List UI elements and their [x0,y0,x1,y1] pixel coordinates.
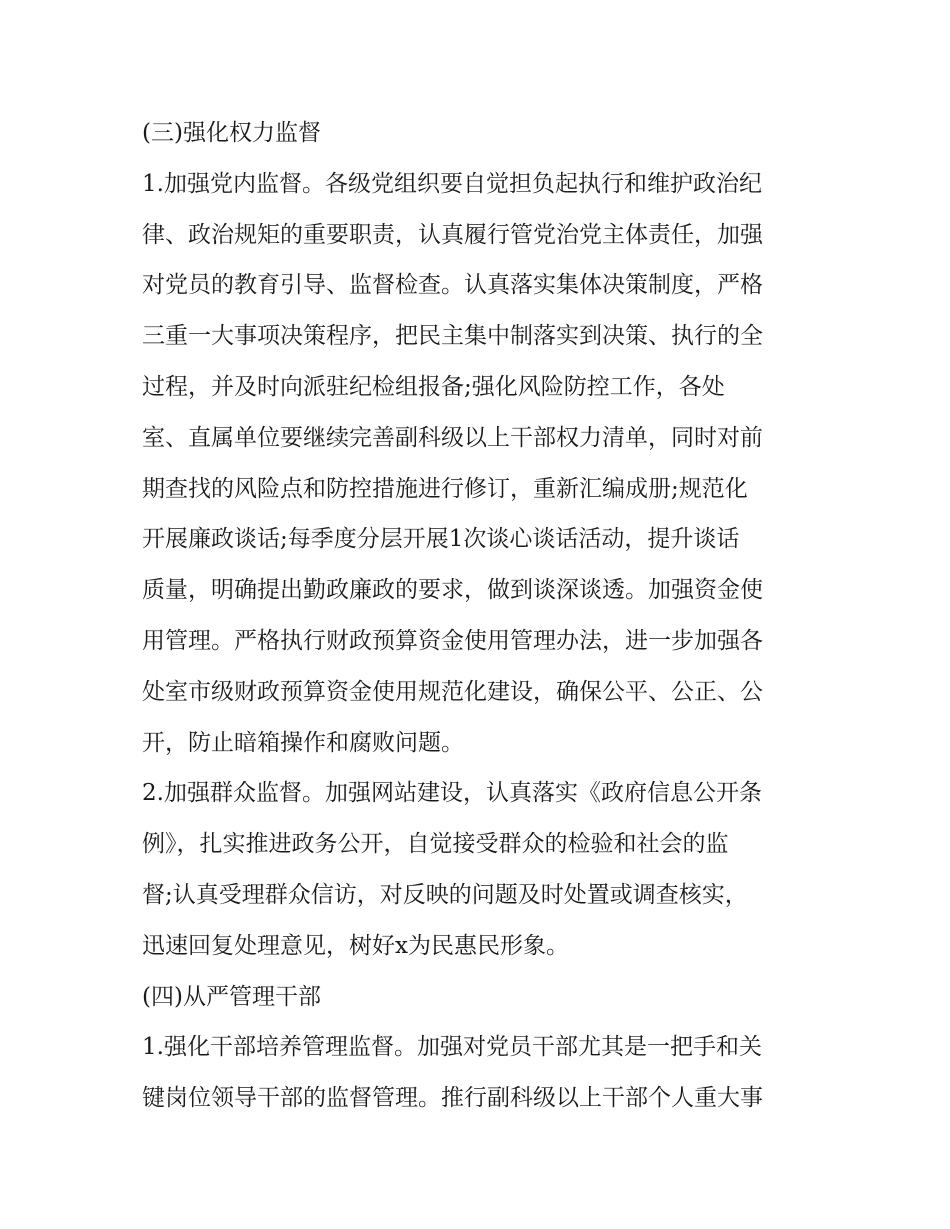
section-heading: (四)从严管理干部 [142,983,321,1010]
paragraph-line: 开，防止暗箱操作和腐败问题。 [142,729,464,756]
paragraph-line: 律、政治规矩的重要职责，认真履行管党治党主体责任，加强 [142,221,763,248]
paragraph-line: 用管理。严格执行财政预算资金使用管理办法，进一步加强各 [142,627,763,654]
paragraph-line: 三重一大事项决策程序，把民主集中制落实到决策、执行的全 [142,323,763,350]
paragraph-line: 1.强化干部培养管理监督。加强对党员干部尤其是一把手和关 [142,1034,762,1061]
paragraph-line: 期查找的风险点和防控措施进行修订，重新汇编成册;规范化 [142,475,748,502]
paragraph-line: 开展廉政谈话;每季度分层开展1次谈心谈话活动，提升谈话 [142,526,740,553]
paragraph-line: 2.加强群众监督。加强网站建设，认真落实《政府信息公开条 [142,780,762,807]
paragraph-line: 过程，并及时向派驻纪检组报备;强化风险防控工作，各处 [142,373,725,400]
paragraph-line: 例》，扎实推进政务公开，自觉接受群众的检验和社会的监 [142,831,729,858]
paragraph-line: 键岗位领导干部的监督管理。推行副科级以上干部个人重大事 [142,1085,763,1112]
paragraph-line: 质量，明确提出勤政廉政的要求，做到谈深谈透。加强资金使 [142,577,763,604]
paragraph-line: 室、直属单位要继续完善副科级以上干部权力清单，同时对前 [142,424,763,451]
paragraph-line: 对党员的教育引导、监督检查。认真落实集体决策制度，严格 [142,272,763,299]
paragraph-line: 1.加强党内监督。各级党组织要自觉担负起执行和维护政治纪 [142,170,762,197]
paragraph-line: 督;认真受理群众信访，对反映的问题及时处置或调查核实， [142,881,748,908]
document-body [142,108,822,1124]
paragraph-line: 迅速回复处理意见，树好x为民惠民形象。 [142,932,569,959]
section-heading: (三)强化权力监督 [142,120,321,146]
paragraph-line: 处室市级财政预算资金使用规范化建设，确保公平、公正、公 [142,678,763,705]
